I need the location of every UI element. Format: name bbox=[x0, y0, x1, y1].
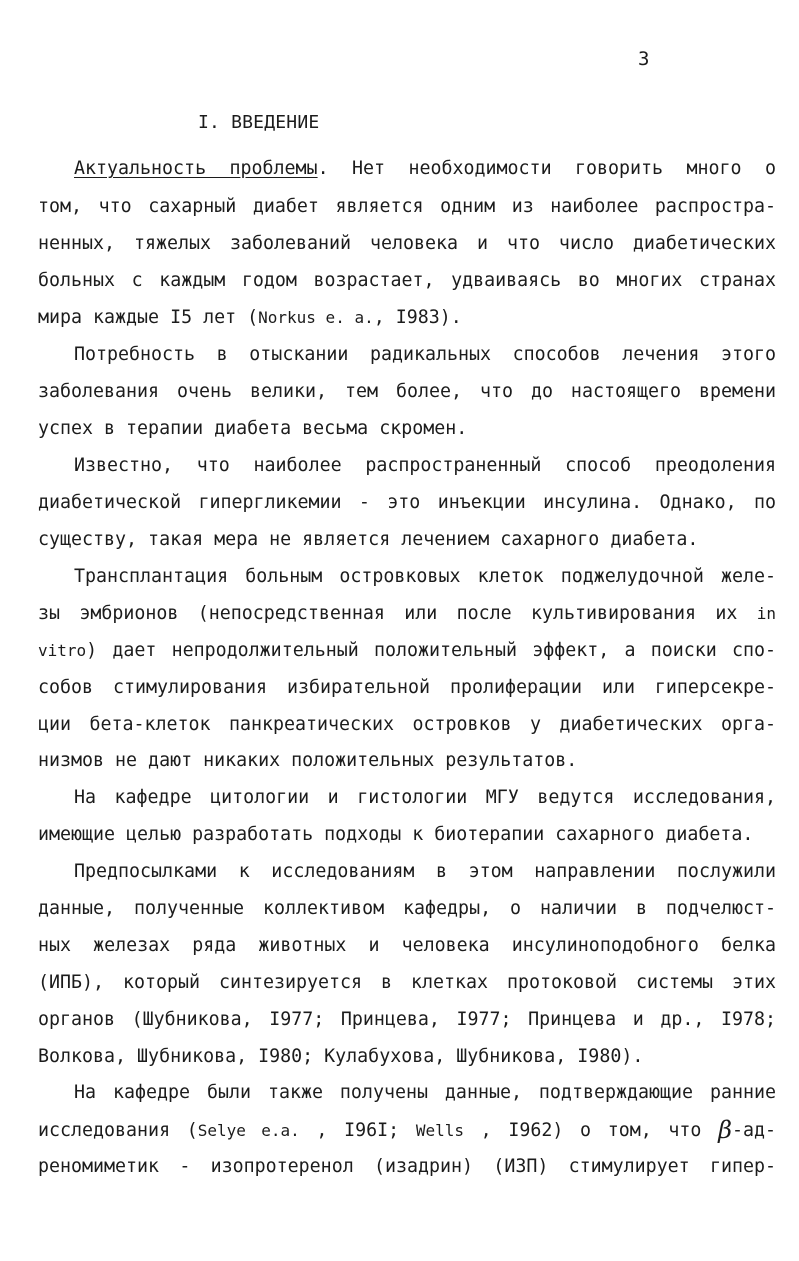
latin-citation: Selye e.a. bbox=[197, 1121, 300, 1140]
paragraph-4-line-4: собов стимулирования избирательной пролиферации или гиперсекре- bbox=[38, 677, 776, 698]
paragraph-3-line-2: диабетической гипергликемии - это инъекции инсулина. Однако, по bbox=[38, 492, 776, 513]
text-run: -ад- bbox=[732, 1120, 777, 1141]
paragraph-6-line-4: (ИПБ), который синтезируется в клетках протоковой системы этих bbox=[38, 972, 776, 993]
latin-citation: Norkus e. a. bbox=[258, 308, 374, 327]
paragraph-4-line-1: Трансплантация больным островковых клеток поджелудочной желе- bbox=[74, 566, 776, 587]
text-run: , I962) о том, что bbox=[464, 1120, 719, 1141]
page-number: 3 bbox=[638, 48, 650, 70]
text-run: , I96I; bbox=[299, 1120, 416, 1141]
paragraph-6-line-5: органов (Шубникова, I977; Принцева, I977; Принцева и др., I978; bbox=[38, 1009, 776, 1030]
paragraph-1-line-4: больных с каждым годом возрастает, удваиваясь во многих странах bbox=[38, 270, 776, 291]
paragraph-6-line-6: Волкова, Шубникова, I980; Кулабухова, Шубникова, I980). bbox=[38, 1046, 644, 1067]
latin-term: vitro bbox=[38, 641, 87, 660]
text-run: зы эмбрионов (непосредственная или после культивирования их bbox=[38, 603, 757, 624]
paragraph-2-line-2: заболевания очень велики, тем более, что до настоящего времени bbox=[38, 381, 776, 402]
latin-term: in bbox=[756, 604, 776, 623]
text-run: исследования ( bbox=[38, 1120, 198, 1141]
paragraph-5-line-2: имеющие целью разработать подходы к биотерапии сахарного диабета. bbox=[38, 824, 754, 845]
paragraph-7-line-1: На кафедре были также получены данные, подтверждающие ранние bbox=[74, 1082, 776, 1103]
paragraph-4-line-6: низмов не дают никаких положительных результатов. bbox=[38, 750, 578, 771]
paragraph-1-line-5 bbox=[38, 307, 776, 329]
paragraph-4-line-2 bbox=[38, 603, 776, 625]
paragraph-1-line-1 bbox=[74, 158, 776, 180]
text-run: ) дает непродолжительный положительный эффект, а поиски спо- bbox=[86, 640, 776, 661]
paragraph-2-line-3: успех в терапии диабета весьма скромен. bbox=[38, 418, 468, 439]
paragraph-2-line-1: Потребность в отыскании радикальных способов лечения этого bbox=[74, 344, 776, 365]
paragraph-4-line-5: ции бета-клеток панкреатических островков у диабетических орга- bbox=[38, 714, 776, 735]
latin-citation: Wells bbox=[415, 1121, 464, 1140]
paragraph-6-line-2: данные, полученные коллективом кафедры, о наличии в подчелюст- bbox=[38, 898, 776, 919]
paragraph-7-line-3: реномиметик - изопротеренол (изадрин) (ИЗП) стимулирует гипер- bbox=[38, 1156, 776, 1177]
paragraph-3-line-1: Известно, что наиболее распространенный способ преодоления bbox=[74, 455, 776, 476]
text-run: мира каждые I5 лет ( bbox=[38, 307, 259, 328]
text-run: , I983). bbox=[373, 307, 462, 328]
section-heading: I. ВВЕДЕНИЕ bbox=[198, 112, 320, 133]
paragraph-5-line-1: На кафедре цитологии и гистологии МГУ ведутся исследования, bbox=[74, 787, 776, 808]
text-run: . Нет необходимости говорить много о bbox=[317, 158, 776, 179]
paragraph-3-line-3: существу, такая мера не является лечением сахарного диабета. bbox=[38, 529, 699, 550]
paragraph-6-line-1: Предпосылками к исследованиям в этом направлении послужили bbox=[74, 861, 776, 882]
paragraph-1-line-3: ненных, тяжелых заболеваний человека и что число диабетических bbox=[38, 233, 776, 254]
paragraph-1-line-2: том, что сахарный диабет является одним из наиболее распростра- bbox=[38, 196, 776, 217]
paragraph-6-line-3: ных железах ряда животных и человека инсулиноподобного белка bbox=[38, 935, 776, 956]
paragraph-7-line-2 bbox=[38, 1116, 777, 1144]
paragraph-title: Актуальность проблемы bbox=[74, 158, 318, 179]
paragraph-4-line-3 bbox=[38, 640, 776, 662]
beta-symbol: β bbox=[718, 1116, 732, 1144]
